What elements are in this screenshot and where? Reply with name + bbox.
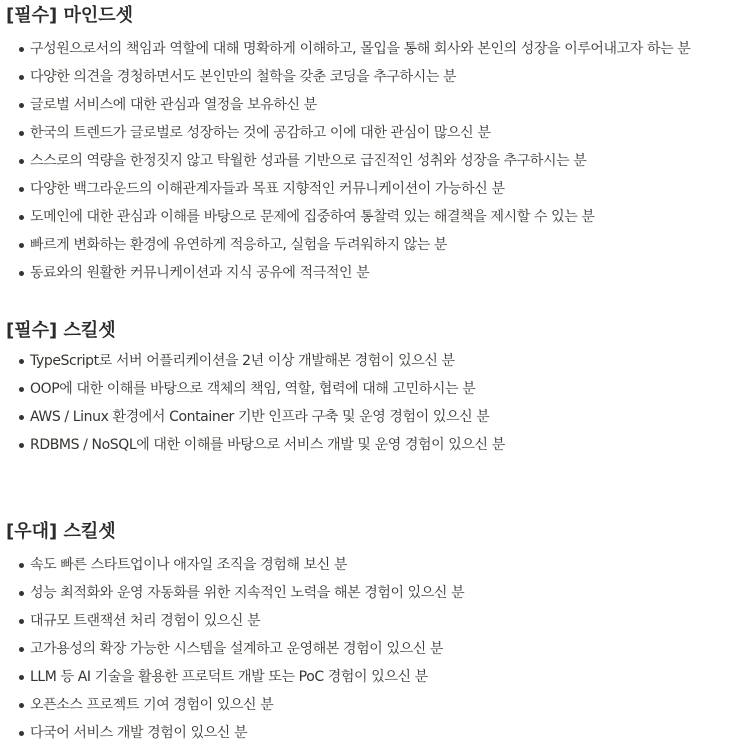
- bullet-icon: [19, 47, 24, 52]
- bullet-icon: [19, 131, 24, 136]
- list-item-text: 스스로의 역량을 한정짓지 않고 탁월한 성과를 기반으로 급진적인 성취와 성장을 추구하시는 분: [30, 153, 587, 169]
- bullet-icon: [19, 387, 24, 392]
- list-item-text: 동료와의 원활한 커뮤니케이션과 지식 공유에 적극적인 분: [30, 265, 370, 281]
- bullet-icon: [19, 563, 24, 568]
- bullet-icon: [19, 103, 24, 108]
- bullet-icon: [19, 703, 24, 708]
- list-item-text: 대규모 트랜잭션 처리 경험이 있으신 분: [30, 613, 261, 629]
- bullet-icon: [19, 187, 24, 192]
- list-item-text: 다양한 백그라운드의 이해관계자들과 목표 지향적인 커뮤니케이션이 가능하신 분: [30, 181, 505, 197]
- list-item-text: 성능 최적화와 운영 자동화를 위한 지속적인 노력을 해본 경험이 있으신 분: [30, 585, 465, 601]
- list-item-text: OOP에 대한 이해를 바탕으로 객체의 책임, 역할, 협력에 대해 고민하시는 분: [30, 381, 476, 397]
- list-item-text: 다양한 의견을 경청하면서도 본인만의 철학을 갖춘 코딩을 추구하시는 분: [30, 69, 457, 85]
- bullet-icon: [19, 243, 24, 248]
- bullet-icon: [19, 731, 24, 736]
- list-item-text: 구성원으로서의 책임과 역할에 대해 명확하게 이해하고, 몰입을 통해 회사와 본인의 성장을 이루어내고자 하는 분: [30, 41, 691, 57]
- list-item-text: 다국어 서비스 개발 경험이 있으신 분: [30, 725, 248, 741]
- bullet-icon: [19, 415, 24, 420]
- bullet-icon: [19, 647, 24, 652]
- list-item-text: 오픈소스 프로젝트 기여 경험이 있으신 분: [30, 697, 274, 713]
- list-item-text: 글로벌 서비스에 대한 관심과 열정을 보유하신 분: [30, 97, 317, 113]
- bullet-icon: [19, 75, 24, 80]
- list-item-text: 고가용성의 확장 가능한 시스템을 설계하고 운영해본 경험이 있으신 분: [30, 641, 443, 657]
- list-item-text: 한국의 트렌드가 글로벌로 성장하는 것에 공감하고 이에 대한 관심이 많으신 분: [30, 125, 491, 141]
- list-item-text: 속도 빠른 스타트업이나 애자일 조직을 경험해 보신 분: [30, 557, 348, 573]
- list-item-text: TypeScript로 서버 어플리케이션을 2년 이상 개발해본 경험이 있으신 분: [30, 353, 455, 369]
- bullet-icon: [19, 443, 24, 448]
- section-title: [우대] 스킬셋: [6, 521, 116, 542]
- bullet-icon: [19, 271, 24, 276]
- bullet-icon: [19, 675, 24, 680]
- list-item-text: 빠르게 변화하는 환경에 유연하게 적응하고, 실험을 두려워하지 않는 분: [30, 237, 448, 253]
- list-item-text: LLM 등 AI 기술을 활용한 프로덕트 개발 또는 PoC 경험이 있으신 분: [30, 669, 428, 685]
- bullet-icon: [19, 159, 24, 164]
- list-item-text: AWS / Linux 환경에서 Container 기반 인프라 구축 및 운영 경험이 있으신 분: [30, 409, 490, 425]
- bullet-icon: [19, 215, 24, 220]
- section-title: [필수] 마인드셋: [6, 5, 134, 26]
- list-item-text: 도메인에 대한 관심과 이해를 바탕으로 문제에 집중하여 통찰력 있는 해결책을 제시할 수 있는 분: [30, 209, 595, 225]
- bullet-icon: [19, 619, 24, 624]
- list-item-text: RDBMS / NoSQL에 대한 이해를 바탕으로 서비스 개발 및 운영 경험이 있으신 분: [30, 437, 505, 453]
- bullet-icon: [19, 591, 24, 596]
- section-title: [필수] 스킬셋: [6, 320, 116, 341]
- bullet-icon: [19, 359, 24, 364]
